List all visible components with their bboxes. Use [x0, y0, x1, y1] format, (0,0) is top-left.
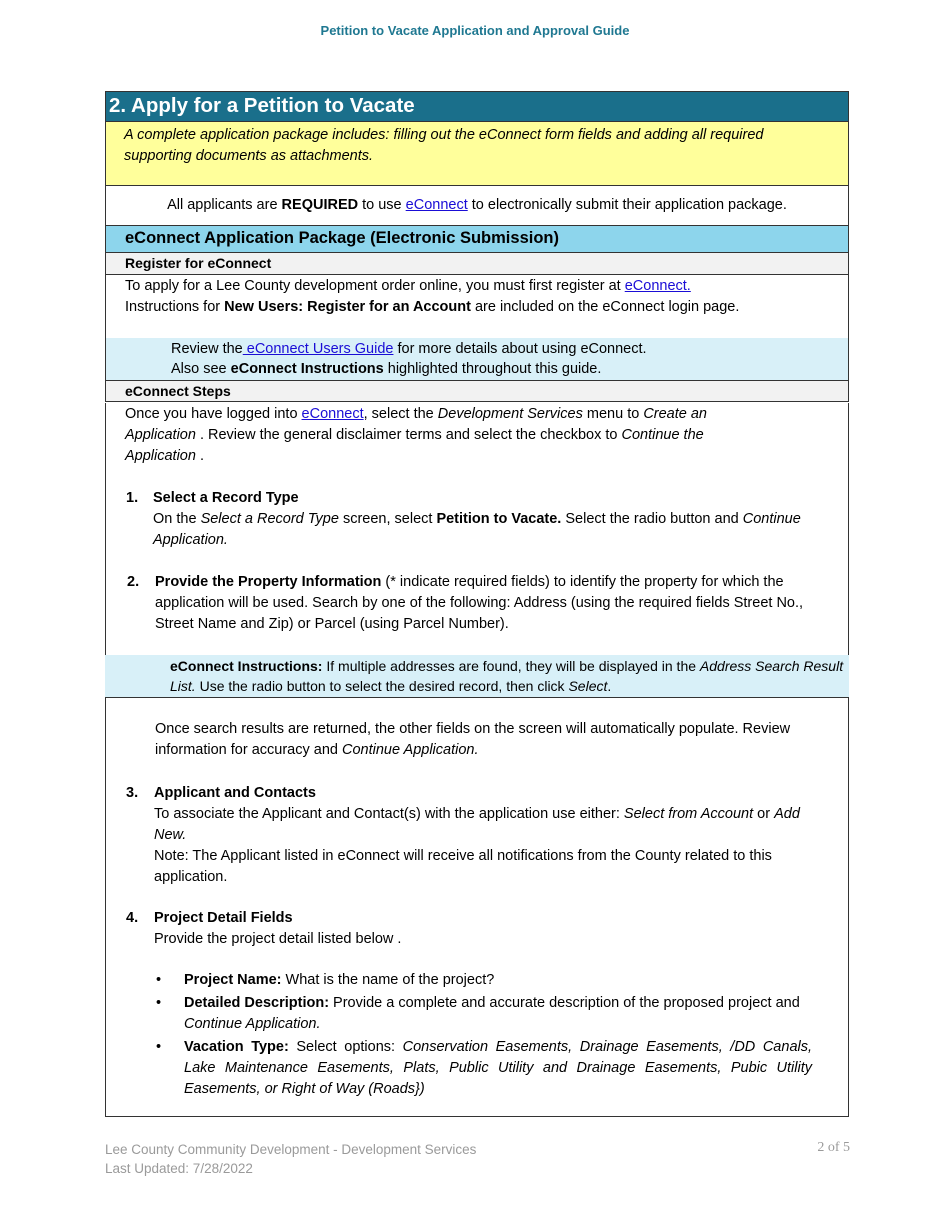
step2-number: 2. — [127, 574, 140, 590]
steps-body — [105, 403, 849, 655]
step2-text: (* indicate required fields) to identify the property for which the application will be used. Search by one of the following: Address (using the required fields Street No., Street Name and Zip) or Parcel (using Parcel Number). — [155, 574, 804, 632]
list-item — [106, 993, 812, 1035]
step3 — [154, 783, 834, 888]
bullet-icon: • — [156, 972, 162, 988]
bullet-icon: • — [156, 995, 162, 1011]
steps-econnect-link[interactable]: eConnect — [301, 406, 364, 422]
step3-a: To associate the Applicant and Contact(s) with the application use either: — [154, 806, 624, 822]
instr-i1: Address Search Result List. — [170, 658, 844, 694]
step1-bold: Petition to Vacate. — [436, 511, 562, 527]
steps-intro-i3: Continue the Application — [125, 427, 704, 464]
step1 — [153, 488, 813, 551]
project-detail-list — [106, 970, 812, 1100]
step2-title: Provide the Property Information — [155, 574, 382, 590]
running-header: Petition to Vacate Application and Approval Guide — [320, 23, 630, 38]
footer-updated: Last Updated: 7/28/2022 — [105, 1161, 253, 1176]
required-statement — [105, 186, 849, 225]
step3-b: or — [753, 806, 775, 822]
bullet-italic: Conservation Easements, Drainage Easements, /DD Canals, Lake Maintenance Easements, Plats, Public Utility and Drainage Easements, Pubic Utility Easements, or Right of Way (Roads}) — [184, 1039, 813, 1097]
bullet-text: Select options: — [288, 1039, 403, 1055]
instr-i2: Select — [568, 678, 608, 694]
register-note-line2 — [171, 359, 848, 379]
register-note2-pre: Also see — [171, 361, 231, 377]
register-line1-text: To apply for a Lee County development order online, you must first register at — [125, 278, 625, 294]
register-note2-bold: eConnect Instructions — [230, 361, 384, 377]
register-line2-bold: New Users: Register for an Account — [224, 299, 471, 315]
econnect-link[interactable]: eConnect — [405, 197, 468, 213]
econnect-instructions-note — [105, 655, 849, 697]
required-text-mid: to use — [358, 197, 406, 213]
register-econnect-link[interactable]: eConnect. — [624, 278, 691, 294]
steps-intro-a: Once you have logged into — [125, 406, 302, 422]
instr-c: . — [607, 678, 612, 694]
register-note1-pre: Review the — [171, 341, 243, 357]
steps-intro-b: , select the — [363, 406, 438, 422]
register-heading: Register for eConnect — [105, 253, 849, 275]
step4-text: Provide the project detail listed below . — [154, 931, 402, 947]
users-guide-link[interactable]: eConnect Users Guide — [242, 341, 394, 357]
register-note — [105, 338, 849, 380]
after-a: Once search results are returned, the other fields on the screen will automatically populate. Review information for accuracy and — [155, 721, 791, 758]
step3-note: Note: The Applicant listed in eConnect will receive all notifications from the County related to this application. — [154, 848, 772, 885]
step1-c: Select the radio button and — [561, 511, 743, 527]
required-text-post: to electronically submit their application package. — [467, 197, 787, 213]
register-line2-pre: Instructions for — [125, 299, 225, 315]
steps-intro — [125, 404, 765, 467]
bullet-text: What is the name of the project? — [281, 972, 495, 988]
step2 — [155, 572, 815, 635]
steps-heading: eConnect Steps — [105, 380, 849, 402]
register-line2-post: are included on the eConnect login page. — [470, 299, 740, 315]
footer-info — [105, 1140, 476, 1178]
step1-number: 1. — [126, 490, 139, 506]
intro-note: A complete application package includes: filling out the eConnect form fields and adding all required supporting documents as attachments. — [105, 122, 849, 186]
instr-b: Use the radio button to select the desired record, then click — [195, 678, 569, 694]
steps-intro-c: menu to — [582, 406, 644, 422]
register-note1-post: for more details about using eConnect. — [393, 341, 647, 357]
register-body — [105, 275, 849, 338]
package-heading: eConnect Application Package (Electronic Submission) — [105, 225, 849, 253]
step1-title: Select a Record Type — [153, 490, 299, 506]
instr-a: If multiple addresses are found, they will be displayed in the — [322, 658, 700, 674]
step1-a: On the — [153, 511, 201, 527]
required-text-pre: All applicants are — [167, 197, 282, 213]
step1-text — [153, 509, 813, 551]
footer-org: Lee County Community Development - Development Services — [105, 1142, 477, 1157]
step3-i2: Add New. — [154, 806, 800, 843]
step3-i1: Select from Account — [623, 806, 754, 822]
register-line2 — [125, 297, 848, 318]
steps-intro-i2: Create an Application — [125, 406, 707, 443]
step1-i1: Select a Record Type — [200, 511, 339, 527]
list-item — [106, 1037, 812, 1100]
step4-title: Project Detail Fields — [154, 910, 293, 926]
step4 — [154, 908, 834, 950]
search-results-text — [155, 719, 815, 761]
instr-bold: eConnect Instructions: — [170, 658, 323, 674]
step3-text — [154, 804, 834, 846]
step3-title: Applicant and Contacts — [154, 785, 316, 801]
register-note2-post: highlighted throughout this guide. — [383, 361, 602, 377]
required-bold: REQUIRED — [281, 197, 359, 213]
bullet-icon: • — [156, 1039, 162, 1055]
list-item — [106, 970, 812, 991]
section-title: 2. Apply for a Petition to Vacate — [105, 91, 849, 122]
register-line1 — [125, 276, 848, 297]
step4-number: 4. — [126, 910, 139, 926]
step1-b: screen, select — [338, 511, 437, 527]
after-i: Continue Application. — [341, 742, 479, 758]
bullet-text: Provide a complete and accurate description of the proposed project and — [329, 995, 800, 1011]
bullet-bold: Detailed Description: — [184, 995, 330, 1011]
step3-number: 3. — [126, 785, 139, 801]
bullet-bold: Project Name: — [184, 972, 282, 988]
steps-intro-d: . Review the general disclaimer terms and select the checkbox to — [195, 427, 622, 443]
steps-intro-i1: Development Services — [437, 406, 583, 422]
page-number: 2 of 5 — [817, 1140, 850, 1155]
step1-i2: Continue Application. — [153, 511, 801, 548]
register-note-line1 — [171, 339, 848, 359]
bullet-bold: Vacation Type: — [184, 1039, 289, 1055]
steps-intro-e: . — [195, 448, 204, 464]
bullet-italic: Continue Application. — [184, 1016, 321, 1032]
steps-body-continued — [105, 697, 849, 1117]
